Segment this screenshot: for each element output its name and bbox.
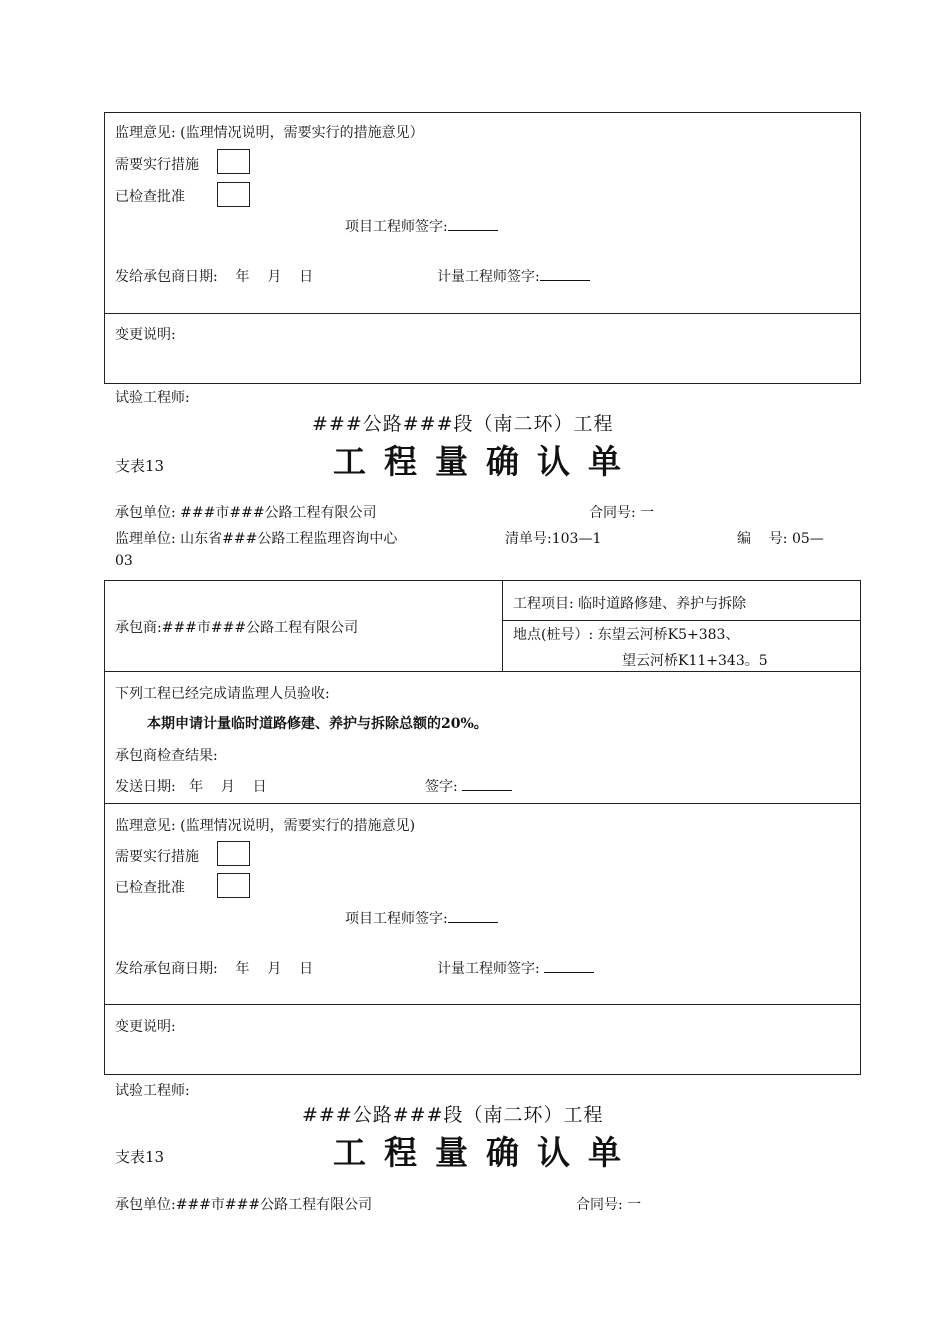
- project-item: 工程项目: 临时道路修建、养护与拆除: [513, 596, 747, 612]
- project-engineer-sign: 项目工程师签字:: [345, 908, 498, 928]
- change-label: 变更说明:: [115, 327, 176, 343]
- approved-checkbox[interactable]: [217, 873, 250, 898]
- divider: [104, 803, 861, 804]
- contract-no: 合同号: 一: [576, 1197, 642, 1213]
- check-result-label: 承包商检查结果:: [115, 748, 218, 764]
- approved-checkbox[interactable]: [217, 182, 250, 207]
- contractor-name: 承包商:###市###公路工程有限公司: [115, 620, 359, 636]
- measure-engineer-sign: 计量工程师签字:: [437, 266, 590, 286]
- location-line1: 地点(桩号）: 东望云河桥K5+383、: [513, 627, 740, 643]
- divider: [104, 313, 861, 314]
- divider: [502, 580, 503, 671]
- test-engineer-label: 试验工程师:: [115, 1083, 190, 1099]
- measures-checkbox[interactable]: [217, 841, 250, 866]
- serial-no: 编 号: 05—: [737, 531, 824, 547]
- option-approved-label: 已检查批准: [115, 880, 185, 896]
- supervisor-unit: 监理单位: 山东省###公路工程监理咨询中心: [115, 531, 398, 547]
- location-line2: 望云河桥K11+343。5: [622, 653, 768, 669]
- send-date: 发送日期: 年 月 日: [115, 779, 267, 795]
- measures-checkbox[interactable]: [217, 149, 250, 174]
- form-title: ###公路###段（南二环）工程: [312, 413, 614, 435]
- divider: [502, 620, 861, 621]
- sub-table-label: 支表13: [115, 457, 165, 475]
- divider: [104, 1004, 861, 1005]
- send-date: 发给承包商日期: 年 月 日: [115, 269, 314, 285]
- contractor-unit: 承包单位: ###市###公路工程有限公司: [115, 505, 377, 521]
- change-label: 变更说明:: [115, 1019, 176, 1035]
- divider: [104, 671, 861, 672]
- completed-detail: 本期申请计量临时道路修建、养护与拆除总额的20%。: [147, 716, 488, 732]
- sign-field: 签字:: [425, 776, 512, 796]
- option-approved-label: 已检查批准: [115, 189, 185, 205]
- contract-no: 合同号: 一: [589, 505, 655, 521]
- option-measures-label: 需要实行措施: [115, 849, 199, 865]
- send-date: 发给承包商日期: 年 月 日: [115, 961, 314, 977]
- project-engineer-sign: 项目工程师签字:: [345, 216, 498, 236]
- form-main-title: 工程量确认单: [333, 1133, 639, 1172]
- measure-engineer-sign: 计量工程师签字:: [437, 958, 594, 978]
- form-main-title: 工程量确认单: [333, 442, 639, 481]
- serial-no-cont: 03: [115, 553, 133, 569]
- opinion-label: 监理意见: (监理情况说明，需要实行的措施意见）: [115, 125, 424, 141]
- opinion-label: 监理意见: (监理情况说明，需要实行的措施意见): [115, 818, 416, 834]
- option-measures-label: 需要实行措施: [115, 157, 199, 173]
- form-title: ###公路###段（南二环）工程: [302, 1104, 604, 1126]
- sub-table-label: 支表13: [115, 1148, 165, 1166]
- test-engineer-label: 试验工程师:: [115, 390, 190, 406]
- contractor-unit: 承包单位:###市###公路工程有限公司: [115, 1197, 373, 1213]
- completed-label: 下列工程已经完成请监理人员验收:: [115, 686, 330, 702]
- bill-no: 清单号:103—1: [505, 531, 602, 547]
